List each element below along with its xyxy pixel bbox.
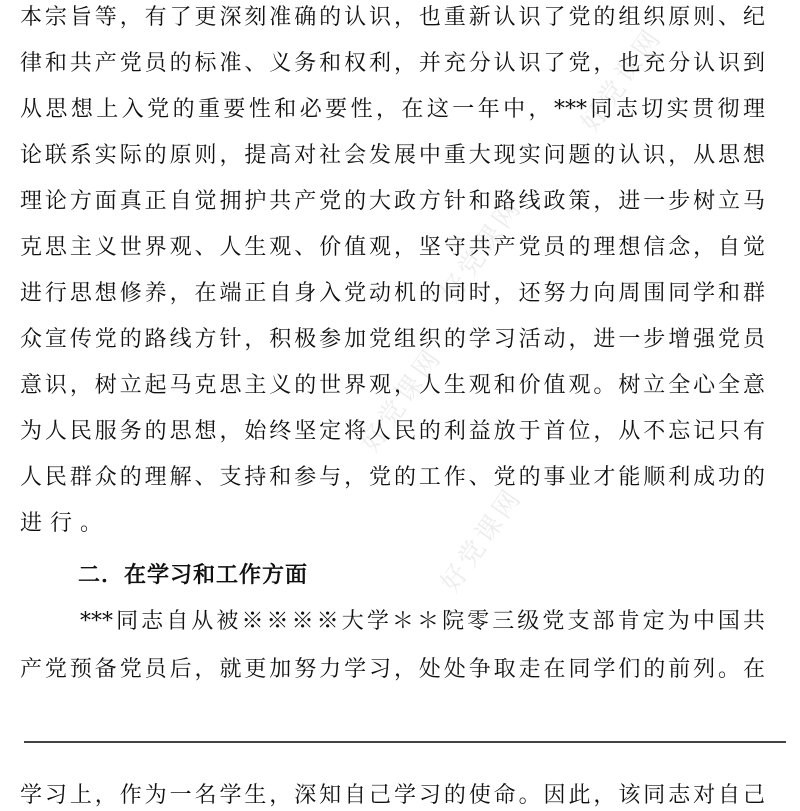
watermark-text: 好党课网 [575, 22, 669, 138]
paragraph-line: 人民群众的理解、支持和参与，党的工作、党的事业才能顺利成功的 [20, 465, 765, 490]
paragraph-line: 产党预备党员后，就更加努力学习，处处争取走在同学们的前列。在 [20, 657, 765, 682]
paragraph-line: 进行。 [20, 511, 111, 536]
paragraph-line: 学习上，作为一名学生，深知自己学习的使命。因此，该同志对自己 [20, 783, 765, 808]
paragraph-line: 从思想上入党的重要性和必要性，在这一年中，***同志切实贯彻理 [20, 97, 765, 122]
page-break-divider [24, 741, 786, 743]
paragraph-line: 意识，树立起马克思主义的世界观，人生观和价值观。树立全心全意 [20, 373, 765, 398]
paragraph-line: 众宣传党的路线方针，积极参加党组织的学习活动，进一步增强党员 [20, 327, 765, 352]
paragraph-line: 本宗旨等，有了更深刻准确的认识，也重新认识了党的组织原则、纪 [20, 5, 765, 30]
section-heading: 二．在学习和工作方面 [78, 563, 309, 588]
paragraph-line: 为人民服务的思想，始终坚定将人民的利益放于首位，从不忘记只有 [20, 419, 765, 444]
paragraph-line: ***同志自从被※※※※大学＊＊院零三级党支部肯定为中国共 [80, 609, 765, 634]
paragraph-line: 克思主义世界观、人生观、价值观，坚守共产党员的理想信念，自觉 [20, 235, 765, 260]
paragraph-line: 律和共产党员的标准、义务和权利，并充分认识了党，也充分认识到 [20, 51, 765, 76]
watermark-text: 好党课网 [435, 192, 529, 308]
paragraph-line: 进行思想修养，在端正自身入党动机的同时，还努力向周围同学和群 [20, 281, 765, 306]
watermark-text: 好党课网 [435, 482, 529, 598]
paragraph-line: 理论方面真正自觉拥护共产党的大政方针和路线政策，进一步树立马 [20, 189, 765, 214]
watermark-text: 好党课网 [355, 342, 449, 458]
paragraph-line: 论联系实际的原则，提高对社会发展中重大现实问题的认识，从思想 [20, 143, 765, 168]
